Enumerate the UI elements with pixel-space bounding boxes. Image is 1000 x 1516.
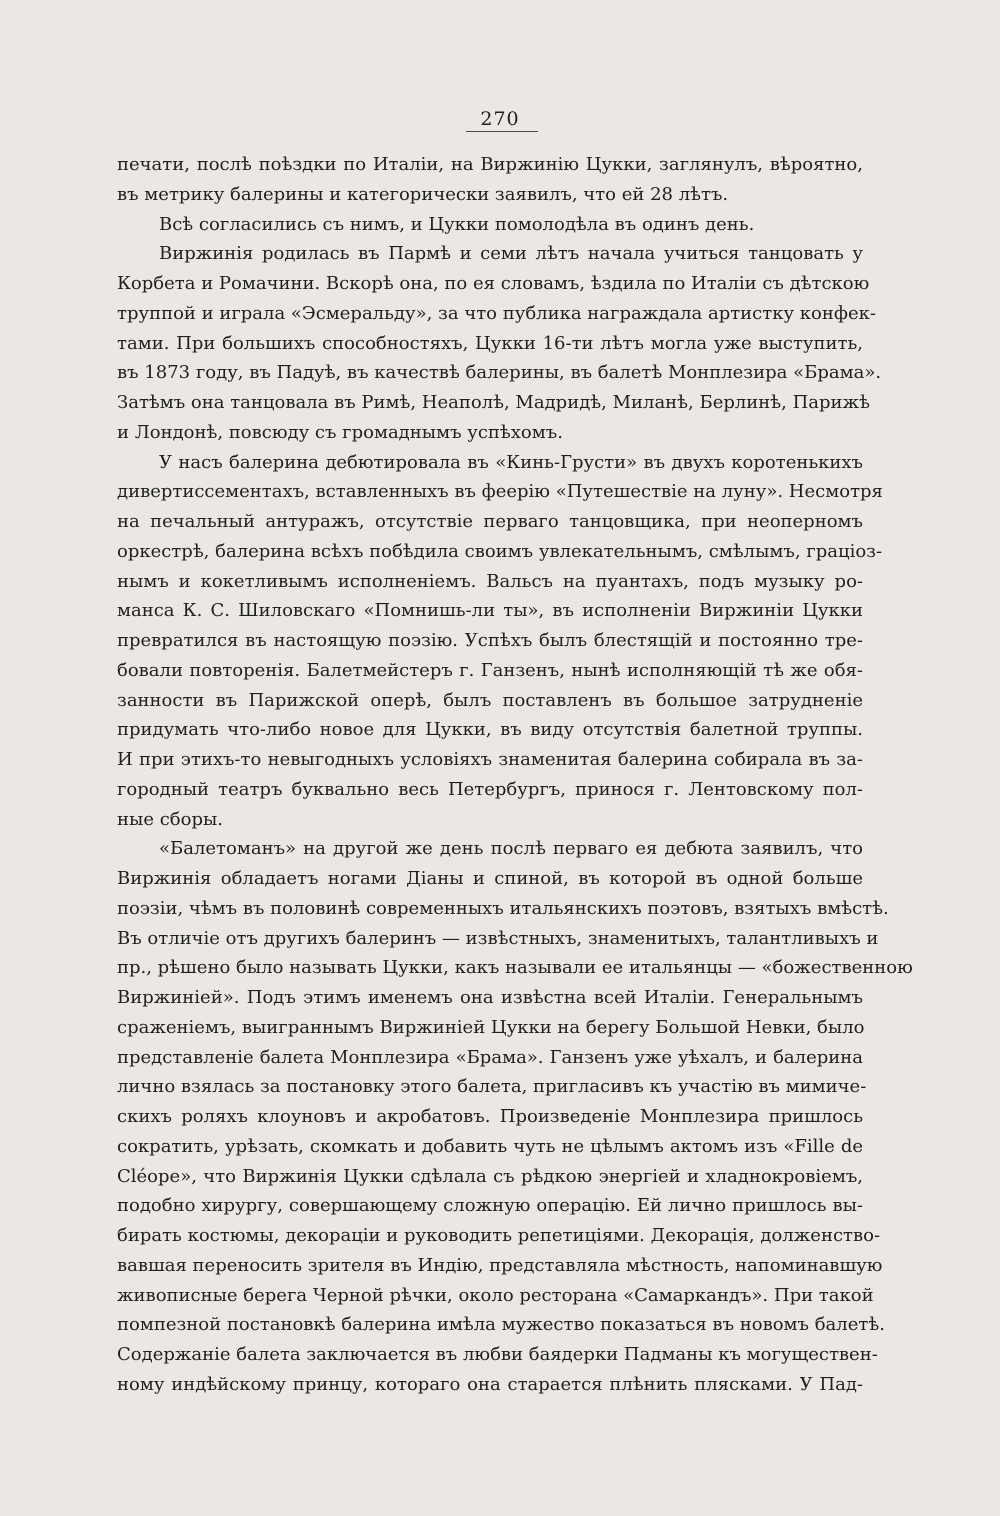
text-line: манса К. С. Шиловскаго «Помнишь-ли ты», въ исполненіи Виржиніи Цукки — [117, 600, 863, 622]
text-line: Виржиніей». Подъ этимъ именемъ она извѣстна всей Италіи. Генеральнымъ — [117, 987, 863, 1008]
text-line: «Балетоманъ» на другой же день послѣ перваго ея дебюта заявилъ, что — [159, 838, 863, 860]
text-line: Въ отличіе отъ другихъ балеринъ — извѣстныхъ, знаменитыхъ, талантливыхъ и — [117, 927, 879, 949]
text-line: бирать костюмы, декораціи и руководить репетиціями. Декорація, долженство- — [117, 1225, 881, 1246]
text-line: сраженіемъ, выиграннымъ Виржиніей Цукки на берегу Большой Невки, было — [117, 1016, 865, 1038]
text-line: Содержаніе балета заключается въ любви баядерки Падманы къ могуществен- — [117, 1344, 878, 1365]
text-line: Виржинія родилась въ Пармѣ и семи лѣтъ начала учиться танцовать у — [159, 243, 863, 265]
paragraph — [117, 239, 882, 447]
text-line: живописные берега Черной рѣчки, около ресторана «Самаркандъ». При такой — [117, 1284, 874, 1306]
text-line: скихъ роляхъ клоуновъ и акробатовъ. Произведеніе Монплезира пришлось — [117, 1106, 863, 1127]
body-text — [117, 150, 913, 1400]
text-line: ному индѣйскому принцу, котораго она старается плѣнить плясками. У Пад- — [117, 1373, 863, 1395]
paragraph — [117, 150, 863, 210]
text-line: городный театръ буквально весь Петербургъ, принося г. Лентовскому пол- — [117, 778, 863, 800]
text-line: нымъ и кокетливымъ исполненіемъ. Вальсъ на пуантахъ, подъ музыку ро- — [117, 570, 863, 592]
text-line: и Лондонѣ, повсюду съ громаднымъ успѣхомъ. — [117, 421, 563, 443]
text-line: помпезной постановкѣ балерина имѣла мужество показаться въ новомъ балетѣ. — [117, 1314, 885, 1336]
page-number: 270 — [480, 108, 520, 130]
text-line: И при этихъ-то невыгодныхъ условіяхъ знаменитая балерина собирала въ за- — [117, 749, 863, 770]
text-line: вавшая переносить зрителя въ Индію, представляла мѣстность, напоминавшую — [117, 1254, 883, 1276]
text-line: труппой и играла «Эсмеральду», за что публика награждала артистку конфек- — [117, 302, 876, 324]
text-line: превратился въ настоящую поэзію. Успѣхъ былъ блестящій и постоянно тре- — [117, 630, 863, 651]
paragraph — [117, 210, 863, 240]
text-line: ные сборы. — [117, 808, 224, 830]
paragraph — [117, 448, 883, 835]
text-line: пр., рѣшено было называть Цукки, какъ называли ее итальянцы — «божественною — [117, 957, 913, 979]
text-line: Корбета и Ромачини. Вскорѣ она, по ея словамъ, ѣздила по Италіи съ дѣтскою — [117, 273, 870, 294]
text-line: придумать что-либо новое для Цукки, въ виду отсутствія балетной труппы. — [117, 719, 863, 741]
text-line: подобно хирургу, совершающему сложную операцію. Ей лично пришлось вы- — [117, 1195, 863, 1217]
text-line: поэзіи, чѣмъ въ половинѣ современныхъ итальянскихъ поэтовъ, взятыхъ вмѣстѣ. — [117, 897, 889, 919]
text-line: У насъ балерина дебютировала въ «Кинь-Грусти» въ двухъ коротенькихъ — [159, 451, 863, 473]
paragraph — [117, 834, 913, 1399]
text-line: лично взялась за постановку этого балета, пригласивъ къ участію въ мимиче- — [117, 1076, 867, 1098]
text-line: Cléope», что Виржинія Цукки сдѣлала съ рѣдкою энергіей и хладнокровіемъ, — [117, 1165, 863, 1187]
text-line: въ метрику балерины и категорически заявилъ, что ей 28 лѣтъ. — [117, 183, 729, 205]
text-line: Затѣмъ она танцовала въ Римѣ, Неаполѣ, Мадридѣ, Миланѣ, Берлинѣ, Парижѣ — [117, 392, 870, 413]
text-line: тами. При большихъ способностяхъ, Цукки 16-ти лѣтъ могла уже выступить, — [117, 332, 863, 354]
text-line: на печальный антуражъ, отсутствіе перваго танцовщика, при неоперномъ — [117, 511, 863, 532]
text-line: дивертиссементахъ, вставленныхъ въ феерію «Путешествіе на луну». Несмотря — [117, 481, 883, 503]
text-line: занности въ Парижской оперѣ, былъ поставленъ въ большое затрудненіе — [117, 689, 863, 711]
text-line: Всѣ согласились съ нимъ, и Цукки помолодѣла въ одинъ день. — [159, 213, 755, 235]
text-line: оркестрѣ, балерина всѣхъ побѣдила своимъ увлекательнымъ, смѣлымъ, граціоз- — [117, 540, 883, 562]
text-line: представленіе балета Монплезира «Брама». Ганзенъ уже уѣхалъ, и балерина — [117, 1046, 863, 1068]
text-line: сократить, урѣзать, скомкать и добавить чуть не цѣлымъ актомъ изъ «Fille de — [117, 1135, 863, 1157]
text-line: бовали повторенія. Балетмейстеръ г. Ганзенъ, нынѣ исполняющій тѣ же обя- — [117, 659, 863, 681]
page-number-rule — [466, 131, 538, 132]
text-line: въ 1873 году, въ Падуѣ, въ качествѣ балерины, въ балетѣ Монплезира «Брама». — [117, 362, 882, 384]
text-line: печати, послѣ поѣздки по Италіи, на Виржинію Цукки, заглянулъ, вѣроятно, — [117, 154, 863, 175]
text-line: Виржинія обладаетъ ногами Діаны и спиной, въ которой въ одной больше — [117, 868, 863, 889]
